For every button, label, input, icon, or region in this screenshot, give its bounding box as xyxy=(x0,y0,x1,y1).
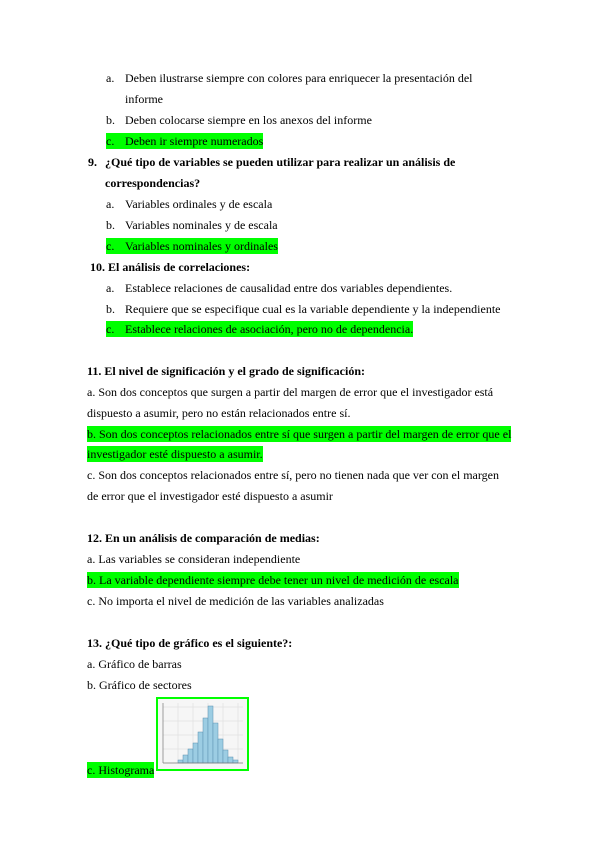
histogram-bar xyxy=(198,732,203,763)
q9-option-c-correct xyxy=(106,238,278,254)
q12-option-a: a. Las variables se consideran independiente xyxy=(87,552,301,566)
option-label: c. xyxy=(106,134,115,148)
q8-option-b-text: Deben colocarse siempre en los anexos del informe xyxy=(125,113,372,127)
q13-option-b: b. Gráfico de sectores xyxy=(87,678,192,692)
histogram-bar xyxy=(178,760,183,763)
q12-option-b-correct: b. La variable dependiente siempre debe tener un nivel de medición de escala xyxy=(87,573,459,587)
option-label: b. xyxy=(106,218,115,232)
q13-title: 13. ¿Qué tipo de gráfico es el siguiente?: xyxy=(87,636,293,650)
q9-option-c-text: Variables nominales y ordinales xyxy=(125,239,278,253)
q11-option-b-correct: b. Son dos conceptos relacionados entre sí que surgen a partir del margen de error que el xyxy=(87,427,512,441)
histogram-bar xyxy=(203,718,208,763)
histogram-bar xyxy=(228,757,233,763)
option-label: b. xyxy=(106,113,115,127)
q10-title: 10. El análisis de correlaciones: xyxy=(90,260,251,274)
q10-option-c-correct xyxy=(106,321,413,337)
q9-option-b-text: Variables nominales y de escala xyxy=(125,218,278,232)
histogram-bar xyxy=(233,760,238,763)
option-label: c. xyxy=(106,239,115,253)
q10-option-a xyxy=(106,280,452,296)
q8-option-c-text: Deben ir siempre numerados xyxy=(125,134,264,148)
option-label: b. xyxy=(106,302,115,316)
q13-option-c-correct: c. Histograma xyxy=(87,763,155,777)
q12-option-c: c. No importa el nivel de medición de las variables analizadas xyxy=(87,594,384,608)
histogram-image-highlight xyxy=(156,697,249,771)
q11-option-c: c. Son dos conceptos relacionados entre sí, pero no tienen nada que ver con el margen xyxy=(87,468,499,482)
q10-option-a-text: Establece relaciones de causalidad entre dos variables dependientes. xyxy=(125,281,453,295)
q10-option-b xyxy=(106,301,501,317)
q8-option-a-cont: informe xyxy=(125,92,163,106)
option-label: c. xyxy=(106,322,115,336)
q9-title-cont: correspondencias? xyxy=(105,176,201,190)
histogram-bar xyxy=(223,750,228,763)
q9-option-b xyxy=(106,217,278,233)
q9-title-text: ¿Qué tipo de variables se pueden utilizar para realizar un análisis de xyxy=(105,155,456,169)
q9-option-a-text: Variables ordinales y de escala xyxy=(125,197,273,211)
q9-option-a xyxy=(106,196,272,212)
q11-option-a-cont: dispuesto a asumir, pero no están relacionados entre sí. xyxy=(87,406,351,420)
q9-title xyxy=(88,154,455,170)
histogram-bar xyxy=(213,723,218,763)
option-label: a. xyxy=(106,197,115,211)
q10-option-b-text: Requiere que se especifique cual es la variable dependiente y la independiente xyxy=(125,302,501,316)
q11-option-b-correct-cont: investigador esté dispuesto a asumir. xyxy=(87,447,263,461)
q9-number: 9. xyxy=(88,155,97,169)
q11-option-c-cont: de error que el investigador esté dispuesto a asumir xyxy=(87,489,333,503)
q11-title: 11. El nivel de significación y el grado de significación: xyxy=(87,364,366,378)
histogram-bar xyxy=(183,755,188,763)
q8-option-a-text: Deben ilustrarse siempre con colores para enriquecer la presentación del xyxy=(125,71,473,85)
q8-option-c-correct xyxy=(106,133,263,149)
q13-option-a: a. Gráfico de barras xyxy=(87,657,182,671)
q8-option-a xyxy=(106,70,473,86)
histogram-bar xyxy=(218,739,223,763)
histogram-figure xyxy=(158,699,247,769)
q8-option-b xyxy=(106,112,372,128)
histogram-image xyxy=(158,699,247,769)
q11-option-a: a. Son dos conceptos que surgen a partir del margen de error que el investigador está xyxy=(87,385,494,399)
option-label: a. xyxy=(106,71,115,85)
histogram-bar xyxy=(188,749,193,763)
q10-option-c-text: Establece relaciones de asociación, pero no de dependencia. xyxy=(125,322,414,336)
q12-title: 12. En un análisis de comparación de medias: xyxy=(87,531,320,545)
histogram-bar xyxy=(193,743,198,763)
option-label: a. xyxy=(106,281,115,295)
histogram-bar xyxy=(208,706,213,763)
